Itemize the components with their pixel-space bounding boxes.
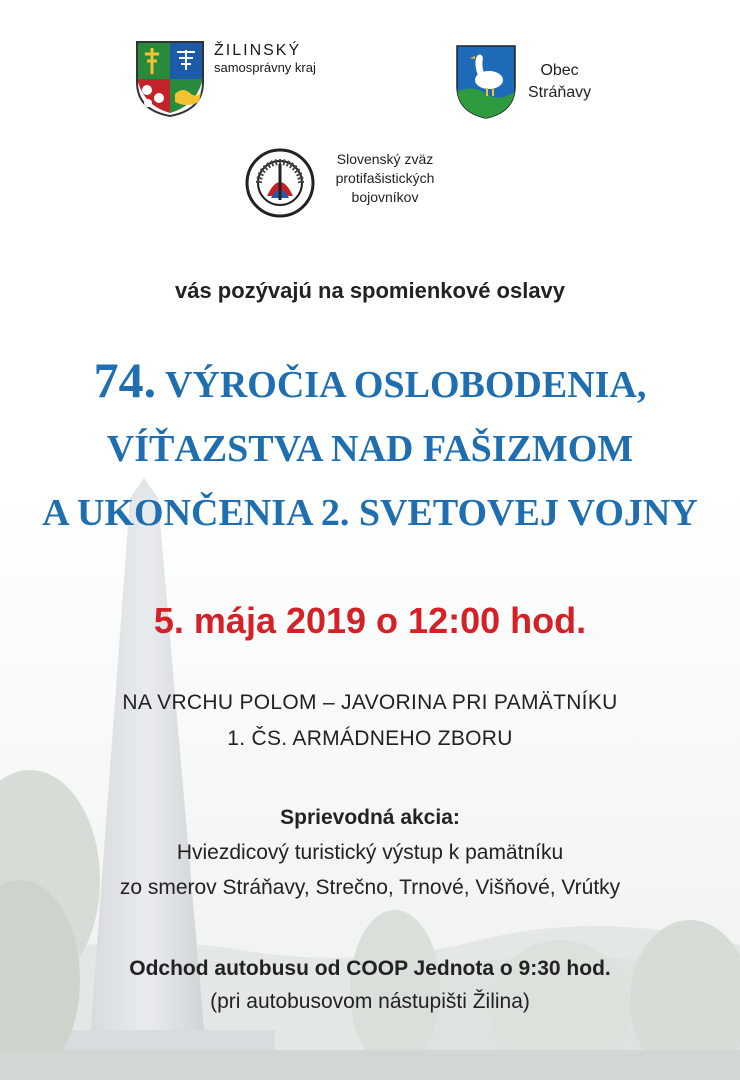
headline-line-2: VÍŤAZSTVA NAD FAŠIZMOM: [106, 428, 634, 470]
anniversary-number: 74.: [93, 352, 157, 408]
bus-stop-note: (pri autobusovom nástupišti Žilina): [210, 990, 530, 1013]
stranavy-coat-of-arms-icon: [455, 44, 517, 120]
side-event-title: Sprievodná akcia:: [280, 806, 460, 829]
szpb-line-3: bojovníkov: [351, 189, 419, 205]
szpb-seal-icon: [245, 148, 315, 218]
szpb-label: [320, 150, 450, 207]
zilina-region-coat-of-arms-icon: [135, 40, 205, 118]
headline-line-1: [0, 348, 740, 417]
zilina-region-label: [214, 42, 316, 76]
side-event-line-1: Hviezdicový turistický výstup k pamätníku: [176, 841, 564, 864]
szpb-line-1: Slovenský zväz: [336, 151, 434, 167]
zilina-region-subtitle: samosprávny kraj: [214, 60, 316, 75]
side-event-line-2: zo smerov Stráňavy, Strečno, Trnové, Višňové, Vrútky: [119, 876, 621, 899]
event-place: [0, 685, 740, 757]
invitation-line: vás pozývajú na spomienkové oslavy: [174, 278, 566, 303]
event-date: 5. mája 2019 o 12:00 hod.: [153, 600, 587, 641]
szpb-line-2: protifašistických: [335, 170, 435, 186]
stranavy-label: [528, 60, 591, 104]
headline-line-1-text: VÝROČIA OSLOBODENIA,: [164, 364, 647, 406]
bus-departure: Odchod autobusu od COOP Jednota o 9:30 hod.: [129, 957, 611, 980]
place-line-1: NA VRCHU POLOM – JAVORINA PRI PAMÄTNÍKU: [122, 691, 618, 714]
obec-name: Stráňavy: [528, 84, 592, 101]
zilina-region-title: ŽILINSKÝ: [214, 42, 302, 59]
obec-word: Obec: [540, 62, 579, 79]
headline-line-3: A UKONČENIA 2. SVETOVEJ VOJNY: [42, 492, 698, 534]
place-line-2: 1. ČS. ARMÁDNEHO ZBORU: [227, 727, 513, 750]
bus-info: [0, 952, 740, 1018]
event-headline: [0, 348, 740, 545]
side-event: [0, 800, 740, 905]
